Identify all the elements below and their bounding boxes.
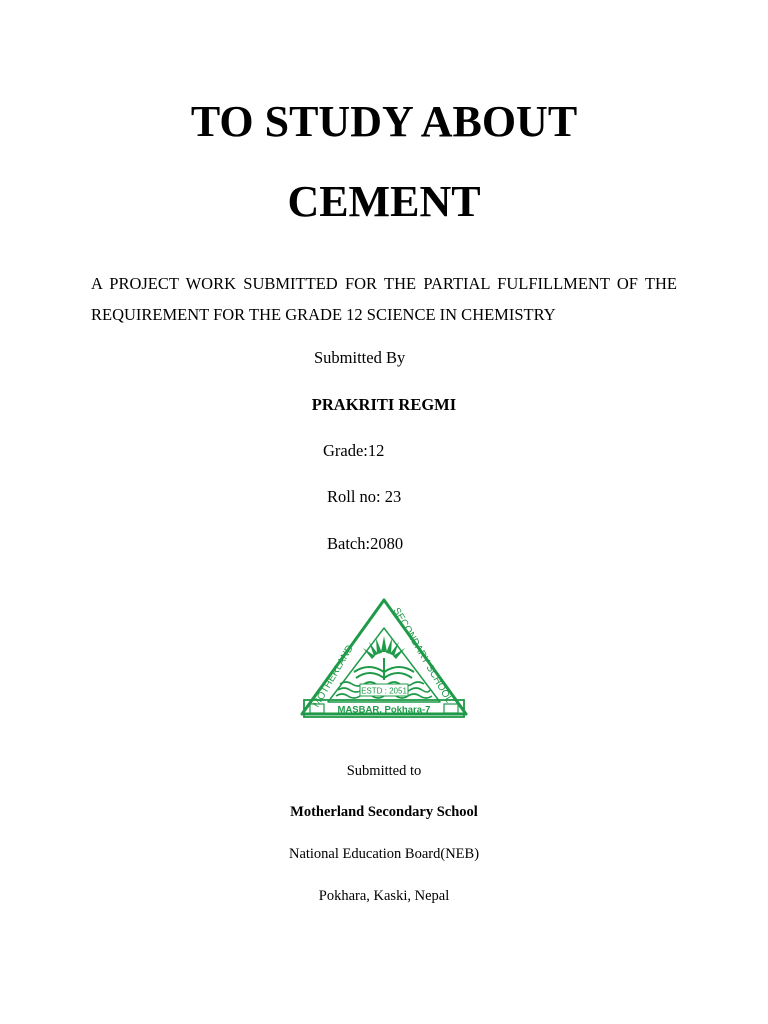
logo-right-text: SECONDARY SCHOOL (390, 605, 455, 705)
school-logo (288, 588, 480, 736)
title-line-2: CEMENT (287, 177, 481, 226)
submitted-to-label: Submitted to (346, 763, 422, 779)
location-text: Pokhara, Kaski, Nepal (318, 888, 450, 904)
logo-estd-text: ESTD : 2051 (361, 686, 407, 696)
submitted-by-label: Submitted By (314, 348, 406, 367)
school-name: Motherland Secondary School (290, 804, 478, 820)
student-name: PRAKRITI REGMI (311, 395, 457, 414)
title-line-1: TO STUDY ABOUT (190, 97, 578, 146)
open-book-icon (354, 658, 414, 680)
grade-text: Grade:12 (323, 441, 385, 460)
batch-text: Batch:2080 (327, 534, 404, 553)
board-name: National Education Board(NEB) (288, 846, 480, 862)
project-purpose-text: A PROJECT WORK SUBMITTED FOR THE PARTIAL FULFILLMENT OF THE REQUIREMENT FOR THE GRADE 12 SCIENCE IN CHEMISTRY (91, 274, 677, 324)
roll-number-text: Roll no: 23 (327, 487, 402, 506)
logo-left-text: MOTHERLAND (311, 643, 356, 710)
logo-address-text: MASBAR, Pokhara-7 (337, 704, 431, 716)
